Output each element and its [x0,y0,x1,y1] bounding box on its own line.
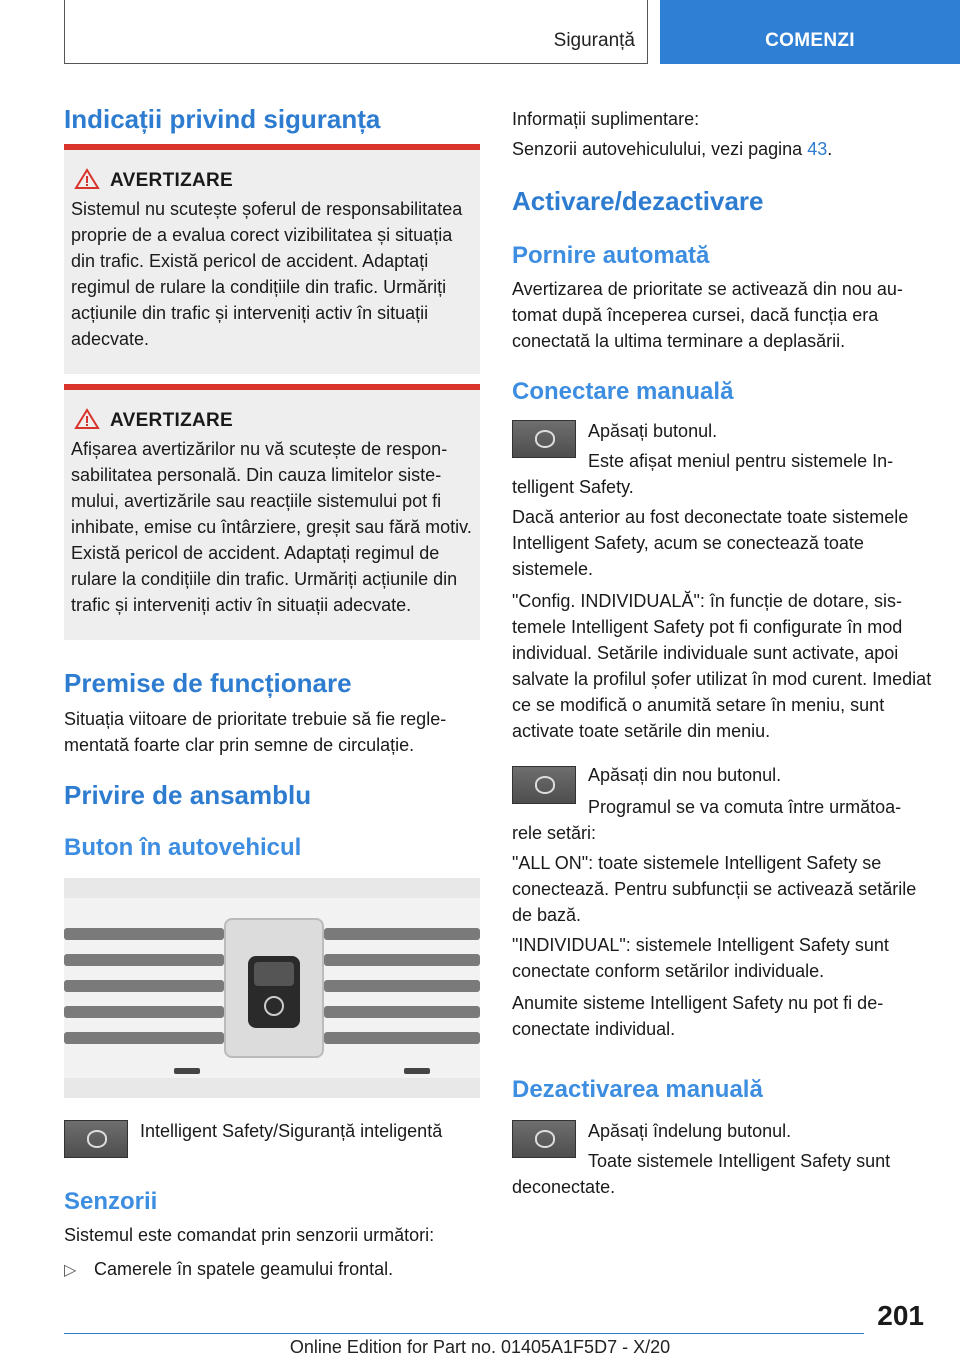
header-category-tab[interactable] [660,0,960,64]
intelligent-safety-icon [535,776,555,794]
warning-label: AVERTIZARE [110,410,233,431]
manual-step: Apăsați butonul. [588,421,718,441]
footer-edition: Online Edition for Part no. 01405A1F5D7 - X/20 [289,1337,671,1357]
warning-text: Afișarea avertizărilor nu vă scutește de responsabilitatea personală. Din cauza limitelor sistemului, avertizările sau reacțiile sistemului pot fi inhibate, emise cu întârziere, greșit sau fără motiv. Există pericol de accident. Adaptați regimul de rulare la condițiile din trafic. Urmăriți acțiunile din trafic și interveniți activ în situații adecvate. [71,439,472,615]
header-section-tab [64,0,648,64]
intelligent-safety-icon [535,430,555,448]
footer-divider [64,1333,864,1334]
info-label: Informații suplimentare: [512,109,700,129]
auto-start-text: Avertizarea de prioritate se activează din nou automat după începerea cursei, dacă funcția era conectată la ultima terminare a deplasării. [512,279,903,351]
warning-box-2 [64,384,480,640]
intelligent-safety-button[interactable] [64,1120,128,1158]
info-text [512,136,932,162]
sensors-item: Camerele în spatele geamului frontal. [94,1259,394,1279]
activation-title: Activare/dezactivare [512,186,764,216]
bullet-triangle-icon: ▷ [64,1262,77,1279]
section-title-safety: Indicații privind siguranța [64,104,381,134]
warning-triangle-icon [74,408,100,430]
intelligent-safety-icon [264,996,284,1016]
intelligent-safety-icon [535,1130,555,1148]
manual-on-title: Conectare manuală [512,378,734,405]
deact-step: Apăsați îndelung butonul. [588,1121,792,1141]
page-link[interactable]: 43 [807,139,828,159]
some-systems-text: Anumite sisteme Intelligent Safety nu pot fi deconectate individual. [512,993,884,1039]
warning-text: Sistemul nu scutește șoferul de responsabilitatea proprie de a evalua corect vizibilitatea și situația din trafic. Există pericol de accident. Adaptați regimul de rulare la condițiile din trafic. Urmăriți acțiunile din trafic și interveniți activ în situații adecvate. [71,199,463,349]
manual-paragraph-2: "Config. INDIVIDUALĂ": în funcție de dotare, sistemele Intelligent Safety pot fi configurate în mod individual. Setările individuale sunt activate, apoi salvate la profilul șofer utilizat în mod curent. Imediat ce se modifică o anumită setare în meniu, sunt activate toate setările din meniu. [512,591,932,741]
intelligent-safety-icon [87,1130,107,1148]
premise-text: Situația viitoare de prioritate trebuie să fie reglementată foarte clar prin semne de circulație. [64,709,447,755]
info-text-prefix: Senzorii autovehiculului, vezi pagina [512,139,808,159]
warning-label: AVERTIZARE [110,170,233,191]
overview-title: Privire de ansamblu [64,780,312,810]
manual-result: Este afișat meniul pentru sistemele Intelligent Safety. [512,451,894,497]
button-photo [64,878,480,1098]
manual-paragraph-1: Dacă anterior au fost deconectate toate sistemele Intelligent Safety, acum se conectează toate sistemele. [512,507,909,579]
warning-triangle-icon [74,168,100,190]
info-text-suffix: . [827,139,833,159]
auto-start-title: Pornire automată [512,242,710,269]
header-section: Siguranță [553,30,635,51]
page-number: 201 [877,1300,924,1331]
deact-result: Toate sistemele Intelligent Safety sunt deconectate. [512,1151,891,1197]
button-in-vehicle-title: Buton în autovehicul [64,834,302,861]
individual-text: "INDIVIDUAL": sistemele Intelligent Safety sunt conectate conform setărilor individuale. [512,935,889,981]
sensors-title: Senzorii [64,1188,158,1215]
manual-off-title: Dezactivarea manuală [512,1076,763,1103]
warning-box-1 [64,144,480,374]
again-result: Programul se va comuta între următoarele setări: [512,797,902,843]
again-step: Apăsați din nou butonul. [588,765,782,785]
sensors-text: Sistemul este comandat prin senzorii următori: [64,1225,435,1245]
all-on-text: "ALL ON": toate sistemele Intelligent Safety se conectează. Pentru subfuncții se activează setările de bază. [512,853,917,925]
premise-title: Premise de funcționare [64,668,352,698]
header-category: COMENZI [765,30,855,51]
button-caption: Intelligent Safety/Siguranță inteligentă [140,1121,443,1141]
